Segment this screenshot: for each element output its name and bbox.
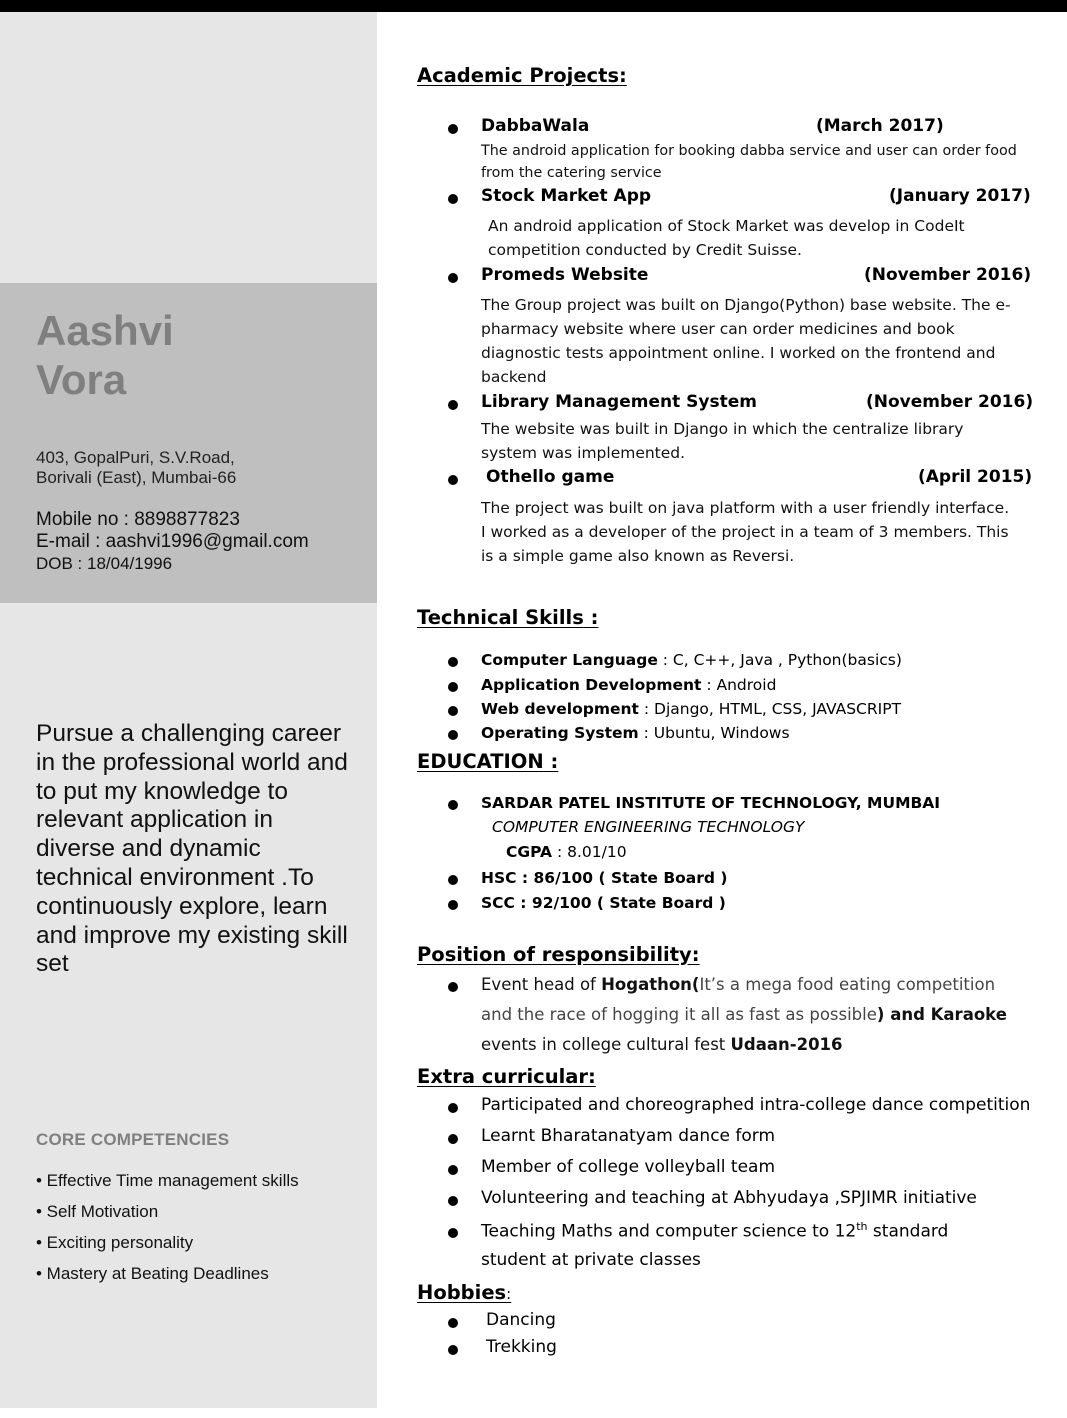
heading-text: Hobbies (417, 1281, 507, 1304)
event-name: Karaoke (930, 1005, 1007, 1024)
skill-value: : Android (701, 676, 777, 694)
project-description (488, 214, 965, 262)
bullet-icon (448, 1196, 458, 1206)
bullet-icon (448, 1165, 458, 1175)
project-description (481, 140, 1017, 184)
cgpa-label: CGPA (506, 843, 553, 861)
academic-projects-heading (417, 64, 627, 87)
position-line (481, 970, 1041, 1000)
hobby-item: Trekking (486, 1337, 557, 1357)
objective-line: technical environment .To (36, 863, 314, 891)
project-date: (March 2017) (816, 116, 944, 136)
objective-line: to put my knowledge to (36, 777, 288, 805)
first-name: Aashvi (36, 307, 174, 354)
project-date: (November 2016) (864, 265, 1032, 285)
skill-item (481, 724, 790, 742)
bullet-icon (448, 706, 458, 716)
desc-line: is a simple game also known as Reversi. (481, 547, 795, 565)
event-name: Hogathon( (601, 975, 700, 994)
skill-label: Web development (481, 700, 639, 718)
address (36, 448, 236, 488)
objective-line: in the professional world and (36, 748, 348, 776)
project-description (481, 417, 963, 465)
text: and (884, 1005, 931, 1024)
bullet-icon (448, 682, 458, 692)
desc-line: pharmacy website where user can order medicines and book (481, 320, 955, 338)
education-heading (417, 750, 558, 773)
position-line (481, 1030, 1041, 1060)
heading-text: EDUCATION (417, 750, 544, 773)
cgpa (506, 843, 627, 861)
position-heading: Position of responsibility: (417, 943, 700, 966)
heading-text: Academic Projects (417, 64, 620, 87)
bullet-icon (448, 657, 458, 667)
email: E-mail : aashvi1996@gmail.com (36, 531, 309, 552)
desc-line: The project was built on java platform with a user friendly interface. (481, 499, 1010, 517)
hobbies-heading (417, 1281, 511, 1304)
extra-item: Learnt Bharatanatyam dance form (481, 1126, 776, 1146)
heading-colon: : (543, 750, 559, 773)
skill-item (481, 651, 902, 669)
bullet-icon (448, 124, 458, 134)
text: and the race of hogging it all as fast as possible (481, 1005, 877, 1024)
desc-line: The android application for booking dabba service and user can order food (481, 143, 1017, 159)
extra-item: Participated and choreographed intra-college dance competition (481, 1095, 1031, 1115)
fest-name: Udaan-2016 (730, 1035, 843, 1054)
objective-line: continuously explore, learn (36, 892, 328, 920)
technical-skills-heading (417, 606, 598, 629)
hsc-score: HSC : 86/100 ( State Board ) (481, 869, 728, 887)
skill-item (481, 700, 901, 718)
text: It’s a mega food eating competition (699, 975, 996, 994)
text: events in college cultural fest (481, 1035, 731, 1054)
extra-item (481, 1220, 948, 1242)
heading-colon: : (506, 1285, 512, 1303)
project-name: Promeds Website (481, 265, 649, 285)
desc-line: I worked as a developer of the project in a team of 3 members. This (481, 523, 1009, 541)
position-line (481, 1000, 1041, 1030)
extra-item: Volunteering and teaching at Abhyudaya ,SPJIMR initiative (481, 1188, 977, 1208)
cgpa-value: : 8.01/10 (552, 843, 627, 861)
bullet-icon (448, 273, 458, 283)
skill-value: : Ubuntu, Windows (638, 724, 790, 742)
career-objective (36, 720, 366, 979)
objective-line: and improve my existing skill (36, 921, 348, 949)
list-item: • Mastery at Beating Deadlines (36, 1264, 269, 1283)
project-description (481, 496, 1009, 568)
text: standard (867, 1221, 949, 1242)
position-description (481, 970, 1041, 1060)
objective-line: Pursue a challenging career (36, 720, 342, 747)
dob: DOB : 18/04/1996 (36, 554, 173, 573)
project-name: DabbaWala (481, 116, 590, 136)
degree-name: COMPUTER ENGINEERING TECHNOLOGY (492, 818, 805, 836)
desc-line: diagnostic tests appointment online. I worked on the frontend and (481, 344, 996, 362)
college-name: SARDAR PATEL INSTITUTE OF TECHNOLOGY, MUMBAI (481, 794, 941, 812)
list-item: • Self Motivation (36, 1202, 159, 1221)
extra-curricular-heading: Extra curricular: (417, 1065, 596, 1088)
last-name: Vora (36, 356, 127, 403)
top-bar (0, 0, 1067, 12)
contact-info (36, 509, 309, 574)
desc-line: from the catering service (481, 165, 662, 181)
text: Event head of (481, 975, 602, 994)
bullet-icon (448, 194, 458, 204)
objective-line: relevant application in (36, 806, 273, 834)
project-name: Library Management System (481, 392, 757, 412)
list-item: • Exciting personality (36, 1233, 194, 1252)
core-competencies-title: CORE COMPETENCIES (36, 1130, 230, 1149)
text: ) (876, 1005, 885, 1024)
address-line: 403, GopalPuri, S.V.Road, (36, 448, 235, 467)
bullet-icon (448, 1345, 458, 1355)
address-line: Borivali (East), Mumbai-66 (36, 468, 237, 487)
desc-line: competition conducted by Credit Suisse. (488, 241, 802, 259)
bullet-icon (448, 1318, 458, 1328)
bullet-icon (448, 475, 458, 485)
bullet-icon (448, 1134, 458, 1144)
bullet-icon (448, 875, 458, 885)
extra-item-continued: student at private classes (481, 1250, 701, 1270)
objective-line: diverse and dynamic (36, 835, 261, 863)
skill-item (481, 676, 776, 694)
desc-line: The website was built in Django in which the centralize library (481, 420, 964, 438)
project-name: Stock Market App (481, 186, 652, 206)
bullet-icon (448, 1103, 458, 1113)
candidate-name (36, 306, 174, 404)
heading-colon: : (583, 606, 599, 629)
skill-value: : Django, HTML, CSS, JAVASCRIPT (638, 700, 902, 718)
desc-line: The Group project was built on Django(Python) base website. The e- (481, 296, 1011, 314)
main-content (377, 12, 1067, 1408)
text: Teaching Maths and computer science to 12 (481, 1221, 857, 1242)
bullet-icon (448, 982, 458, 992)
desc-line: system was implemented. (481, 444, 686, 462)
project-name: Othello game (486, 467, 615, 487)
extra-item: Member of college volleyball team (481, 1157, 776, 1177)
desc-line: An android application of Stock Market was develop in CodeIt (488, 217, 965, 235)
core-competencies-list (36, 1168, 299, 1292)
mobile: Mobile no : 8898877823 (36, 509, 240, 530)
heading-text: Technical Skills (417, 606, 584, 629)
heading-colon: : (619, 64, 627, 87)
bullet-icon (448, 400, 458, 410)
objective-line: set (36, 950, 69, 978)
bullet-icon (448, 1228, 458, 1238)
project-description (481, 293, 1011, 389)
skill-label: Computer Language (481, 651, 658, 669)
project-date: (April 2015) (918, 467, 1033, 487)
hobby-item: Dancing (486, 1310, 556, 1330)
bullet-icon (448, 730, 458, 740)
scc-score: SCC : 92/100 ( State Board ) (481, 894, 726, 912)
bullet-icon (448, 800, 458, 810)
skill-label: Operating System (481, 724, 639, 742)
project-date: (January 2017) (889, 186, 1031, 206)
skill-label: Application Development (481, 676, 702, 694)
project-date: (November 2016) (866, 392, 1034, 412)
desc-line: backend (481, 368, 547, 386)
superscript: th (856, 1220, 868, 1233)
bullet-icon (448, 900, 458, 910)
list-item: • Effective Time management skills (36, 1171, 299, 1190)
skill-value: : C, C++, Java , Python(basics) (657, 651, 902, 669)
